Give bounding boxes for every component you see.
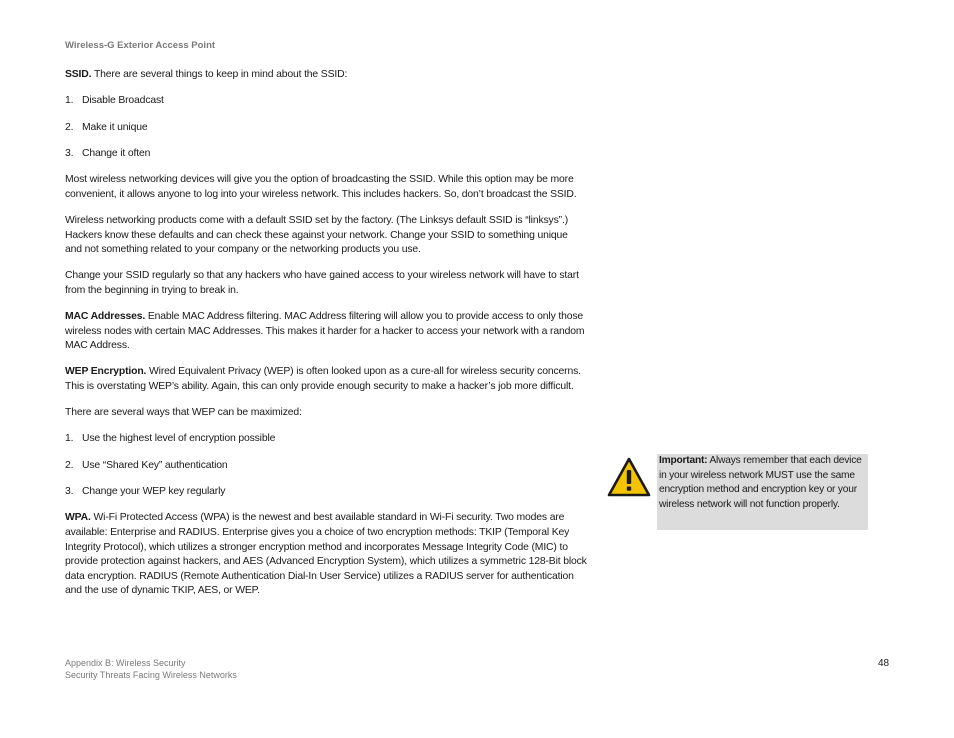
mac-heading: MAC Addresses. xyxy=(65,311,146,323)
list-item: 1. Use the highest level of encryption possible xyxy=(65,433,276,445)
footer-chapter: Appendix B: Wireless Security xyxy=(65,658,186,668)
wep-list xyxy=(65,432,587,500)
wep-paragraph xyxy=(65,365,587,394)
ssid-intro xyxy=(65,68,587,83)
ssid-heading: SSID. xyxy=(65,69,92,80)
page-number: 48 xyxy=(878,658,890,669)
ssid-paragraph: Most wireless networking devices will give you the option of broadcasting the SSID. While this option may be more convenient, it allows anyone to log into your wireless network. This includes hackers. So, don’t broadcast the SSID. xyxy=(65,174,577,200)
wep-ways-intro: There are several ways that WEP can be maximized: xyxy=(65,407,302,418)
footer-section: Security Threats Facing Wireless Networks xyxy=(65,670,237,680)
list-item: 2. Use “Shared Key” authentication xyxy=(65,459,228,471)
list-item: 3. Change your WEP key regularly xyxy=(65,486,226,498)
mac-text: Enable MAC Address filtering. MAC Address filtering will allow you to provide access to only those wireless nodes with certain MAC Addresses. This makes it harder for a hacker to access your network with a random MAC Address. xyxy=(65,311,585,352)
mac-paragraph xyxy=(65,310,587,354)
important-note xyxy=(657,454,868,530)
list-item: 1. Disable Broadcast xyxy=(65,95,164,107)
list-item-text: Make it unique xyxy=(82,121,148,133)
list-item: 2. Make it unique xyxy=(65,121,148,133)
list-item-text: Change it often xyxy=(82,148,151,160)
warning-icon xyxy=(607,457,651,497)
list-item-text: Use “Shared Key” authentication xyxy=(82,459,228,471)
footer xyxy=(65,657,237,681)
note-text: Always remember that each device in your wireless network MUST use the same encryption method and encryption key or your wireless network will not function properly. xyxy=(659,455,862,510)
list-item-text: Disable Broadcast xyxy=(82,95,164,107)
wpa-paragraph xyxy=(65,511,587,599)
note-heading: Important: xyxy=(659,455,708,466)
wep-heading: WEP Encryption. xyxy=(65,366,147,378)
running-header: Wireless-G Exterior Access Point xyxy=(65,40,216,51)
ssid-paragraph: Change your SSID regularly so that any hackers who have gained access to your wireless network will have to start from the beginning in trying to break in. xyxy=(65,270,579,296)
wpa-text: Wi-Fi Protected Access (WPA) is the newest and best available standard in Wi-Fi security. Two modes are available: Enterprise and RADIUS. Enterprise gives you a choice of two encryption methods: TKIP (Temporal Key Integrity Protocol), which utilizes a stronger encryption method and incorporates Message Integrity Code (MIC) to provide protection against hackers, and AES (Advanced Encryption System), which utilizes a symmetric 128-Bit block data encryption. RADIUS (Remote Authentication Dial-In User Service) utilizes a RADIUS server for authentication and the use of dynamic TKIP, AES, or WEP. xyxy=(65,512,587,597)
list-item: 3. Change it often xyxy=(65,148,151,160)
warning-mark-dot xyxy=(627,487,631,491)
list-item-text: Use the highest level of encryption possible xyxy=(82,433,276,445)
ssid-paragraph: Wireless networking products come with a default SSID set by the factory. (The Linksys default SSID is “linksys”.) Hackers know these defaults and can check these against your network. Change your SSID to something unique and not something related to your company or the networking products you use. xyxy=(65,215,569,256)
ssid-intro-text: There are several things to keep in mind about the SSID: xyxy=(91,69,348,80)
ssid-list xyxy=(65,94,587,162)
main-content xyxy=(65,68,587,610)
list-item-text: Change your WEP key regularly xyxy=(82,486,226,498)
warning-mark-bar xyxy=(627,470,631,484)
wpa-heading: WPA. xyxy=(65,512,91,524)
wep-text: Wired Equivalent Privacy (WEP) is often looked upon as a cure-all for wireless security concerns. This is overstating WEP’s ability. Again, this can only provide enough security to make a hacker’s job more difficult. xyxy=(65,366,581,392)
